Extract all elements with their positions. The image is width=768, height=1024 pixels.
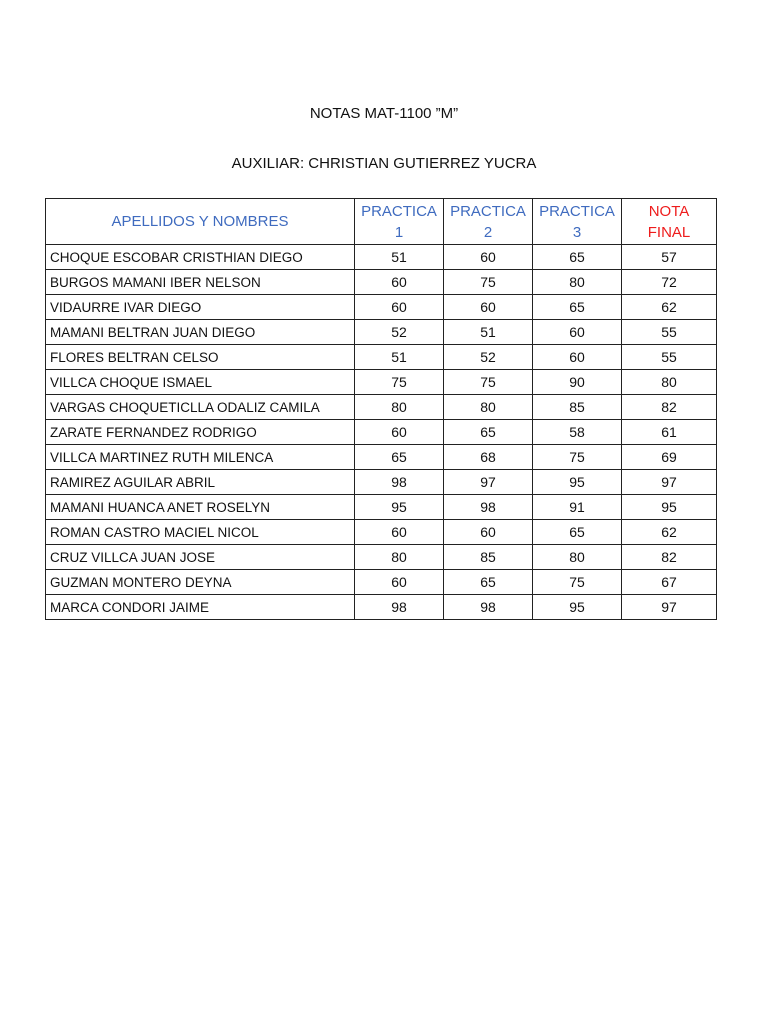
student-name-cell: VILLCA CHOQUE ISMAEL	[46, 370, 355, 395]
student-name-cell: CRUZ VILLCA JUAN JOSE	[46, 545, 355, 570]
practica-2-cell: 52	[444, 345, 533, 370]
practica-1-cell: 51	[355, 245, 444, 270]
header-row	[46, 199, 717, 245]
practica-1-cell: 98	[355, 595, 444, 620]
table-row	[46, 520, 717, 545]
nota-final-cell: 62	[622, 295, 717, 320]
practica-2-cell: 65	[444, 570, 533, 595]
table-row	[46, 595, 717, 620]
table-row	[46, 345, 717, 370]
practica-1-cell: 98	[355, 470, 444, 495]
student-name-cell: BURGOS MAMANI IBER NELSON	[46, 270, 355, 295]
practica-3-cell: 58	[533, 420, 622, 445]
practica-2-cell: 80	[444, 395, 533, 420]
student-name-cell: CHOQUE ESCOBAR CRISTHIAN DIEGO	[46, 245, 355, 270]
table-row	[46, 570, 717, 595]
practica-1-cell: 75	[355, 370, 444, 395]
document-title: NOTAS MAT-1100 ”M”	[309, 105, 459, 122]
practica-1-cell: 80	[355, 395, 444, 420]
practica-3-cell: 65	[533, 520, 622, 545]
practica-3-cell: 95	[533, 470, 622, 495]
practica-2-cell: 68	[444, 445, 533, 470]
practica-1-cell: 60	[355, 520, 444, 545]
header-practica-1: PRACTICA 1	[355, 199, 444, 245]
practica-1-cell: 60	[355, 295, 444, 320]
table-row	[46, 270, 717, 295]
nota-final-cell: 82	[622, 545, 717, 570]
student-name-cell: ROMAN CASTRO MACIEL NICOL	[46, 520, 355, 545]
table-row	[46, 545, 717, 570]
student-name-cell: VILLCA MARTINEZ RUTH MILENCA	[46, 445, 355, 470]
practica-3-cell: 60	[533, 345, 622, 370]
header-practica-3: PRACTICA 3	[533, 199, 622, 245]
practica-2-cell: 60	[444, 245, 533, 270]
practica-2-cell: 98	[444, 495, 533, 520]
practica-3-cell: 60	[533, 320, 622, 345]
practica-1-cell: 51	[355, 345, 444, 370]
nota-final-cell: 97	[622, 595, 717, 620]
nota-final-cell: 97	[622, 470, 717, 495]
table-row	[46, 495, 717, 520]
practica-3-cell: 85	[533, 395, 622, 420]
nota-final-cell: 72	[622, 270, 717, 295]
table-row	[46, 445, 717, 470]
nota-final-cell: 95	[622, 495, 717, 520]
nota-final-cell: 82	[622, 395, 717, 420]
practica-2-cell: 98	[444, 595, 533, 620]
nota-final-cell: 80	[622, 370, 717, 395]
document-subtitle: AUXILIAR: CHRISTIAN GUTIERREZ YUCRA	[231, 155, 537, 172]
nota-final-cell: 62	[622, 520, 717, 545]
practica-2-cell: 60	[444, 520, 533, 545]
table-row	[46, 320, 717, 345]
table-row	[46, 470, 717, 495]
nota-final-cell: 55	[622, 320, 717, 345]
table-row	[46, 245, 717, 270]
practica-2-cell: 85	[444, 545, 533, 570]
student-name-cell: MAMANI HUANCA ANET ROSELYN	[46, 495, 355, 520]
table-row	[46, 395, 717, 420]
practica-3-cell: 90	[533, 370, 622, 395]
table-row	[46, 370, 717, 395]
student-name-cell: MARCA CONDORI JAIME	[46, 595, 355, 620]
practica-1-cell: 60	[355, 420, 444, 445]
student-name-cell: VARGAS CHOQUETICLLA ODALIZ CAMILA	[46, 395, 355, 420]
practica-3-cell: 95	[533, 595, 622, 620]
practica-3-cell: 80	[533, 545, 622, 570]
header-practica-2: PRACTICA 2	[444, 199, 533, 245]
student-name-cell: GUZMAN MONTERO DEYNA	[46, 570, 355, 595]
practica-2-cell: 97	[444, 470, 533, 495]
practica-1-cell: 52	[355, 320, 444, 345]
student-name-cell: FLORES BELTRAN CELSO	[46, 345, 355, 370]
table-row	[46, 420, 717, 445]
practica-1-cell: 80	[355, 545, 444, 570]
student-name-cell: RAMIREZ AGUILAR ABRIL	[46, 470, 355, 495]
nota-final-cell: 69	[622, 445, 717, 470]
practica-1-cell: 65	[355, 445, 444, 470]
nota-final-cell: 61	[622, 420, 717, 445]
nota-final-cell: 55	[622, 345, 717, 370]
student-name-cell: MAMANI BELTRAN JUAN DIEGO	[46, 320, 355, 345]
practica-2-cell: 75	[444, 270, 533, 295]
practica-3-cell: 65	[533, 295, 622, 320]
practica-3-cell: 65	[533, 245, 622, 270]
grades-table	[45, 198, 717, 620]
practica-3-cell: 91	[533, 495, 622, 520]
practica-3-cell: 75	[533, 570, 622, 595]
student-name-cell: ZARATE FERNANDEZ RODRIGO	[46, 420, 355, 445]
practica-1-cell: 60	[355, 570, 444, 595]
student-name-cell: VIDAURRE IVAR DIEGO	[46, 295, 355, 320]
nota-final-cell: 67	[622, 570, 717, 595]
practica-2-cell: 65	[444, 420, 533, 445]
nota-final-cell: 57	[622, 245, 717, 270]
practica-2-cell: 51	[444, 320, 533, 345]
practica-3-cell: 75	[533, 445, 622, 470]
header-nota-final: NOTA FINAL	[622, 199, 717, 245]
practica-2-cell: 60	[444, 295, 533, 320]
practica-1-cell: 60	[355, 270, 444, 295]
header-names: APELLIDOS Y NOMBRES	[46, 199, 355, 245]
practica-1-cell: 95	[355, 495, 444, 520]
practica-3-cell: 80	[533, 270, 622, 295]
practica-2-cell: 75	[444, 370, 533, 395]
table-row	[46, 295, 717, 320]
